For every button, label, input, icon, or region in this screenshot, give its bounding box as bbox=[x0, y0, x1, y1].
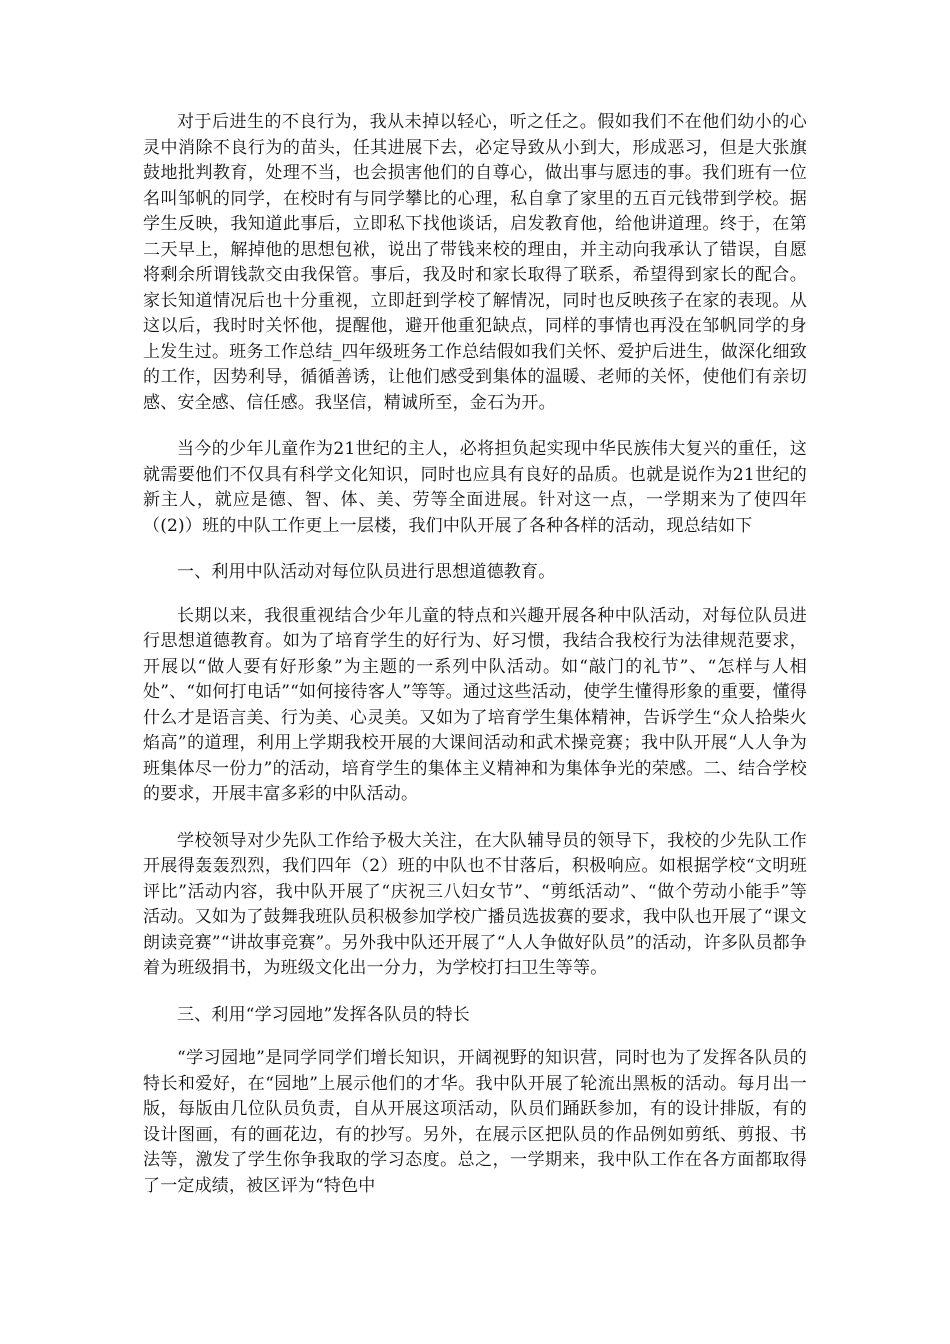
section-heading-moral-education: 一、利用中队活动对每位队员进行思想道德教育。 bbox=[177, 562, 556, 582]
paragraph-squad-activities: 长期以来，我很重视结合少年儿童的特点和兴趣开展各种中队活动，对每位队员进行思想道德教育。如为了培育学生的好行为、好习惯，我结合我校行为法律规范要求，开展以“做人要有好形象”为主题的一系列中队活动。如“敲门的礼节”、“怎样与人相处”、“如何打电话”“如何接待客人”等等。通过这些活动，使学生懂得形象的重要，懂得什么才是语言美、行为美、心灵美。又如为了培育学生集体精神，告诉学生“众人拾柴火焰高”的道理，利用上学期我校开展的大课间活动和武术操竞赛；我中队开展“人人争为班集体尽一份力”的活动，培育学生的集体主义精神和为集体争光的荣感。二、结合学校的要求，开展丰富多彩的中队活动。 bbox=[143, 605, 807, 804]
document-body bbox=[143, 110, 807, 1220]
paragraph-learning-garden: “学习园地”是同学同学们增长知识，开阔视野的知识营，同时也为了发挥各队员的特长和爱好，在“园地”上展示他们的才华。我中队开展了轮流出黑板的活动。每月出一版，每版由几位队员负责，自从开展这项活动，队员们踊跃参加，有的设计排版，有的设计图画，有的画花边，有的抄写。另外，在展示区把队员的作品例如剪纸、剪报、书法等，激发了学生你争我取的学习态度。总之，一学期来，我中队工作在各方面都取得了一定成绩，被区评为“特色中 bbox=[143, 1048, 807, 1196]
paragraph-backward-students: 对于后进生的不良行为，我从未掉以轻心，听之任之。假如我们不在他们幼小的心灵中消除不良行为的苗头，任其进展下去，必定导致从小到大，形成恶习，但是大张旗鼓地批判教育，处理不当，也会损害他们的自尊心，做出事与愿违的事。我们班有一位名叫邹帆的同学，在校时有与同学攀比的心理，私自拿了家里的五百元钱带到学校。据学生反映，我知道此事后，立即私下找他谈话，启发教育他，给他讲道理。终于，在第二天早上，解掉他的思想包袱，说出了带钱来校的理由，并主动向我承认了错误，自愿将剩余所谓钱款交由我保管。事后，我及时和家长取得了联系，希望得到家长的配合。家长知道情况后也十分重视，立即赶到学校了解情况，同时也反映孩子在家的表现。从这以后，我时时关怀他，提醒他，避开他重犯缺点，同样的事情也再没在邹帆同学的身上发生过。班务工作总结_四年级班务工作总结假如我们关怀、爱护后进生，做深化细致的工作，因势利导，循循善诱，让他们感受到集体的温暖、老师的关怀，使他们有亲切感、安全感、信任感。我坚信，精诚所至，金石为开。 bbox=[143, 112, 807, 413]
paragraph-introduction: 当今的少年儿童作为21世纪的主人，必将担负起实现中华民族伟大复兴的重任，这就需要他们不仅具有科学文化知识，同时也应具有良好的品质。也就是说作为21世纪的新主人，就应是德、智、体、美、劳等全面进展。针对这一点，一学期来为了使四年（(2)）班的中队工作更上一层楼，我们中队开展了各种各样的活动，现总结如下 bbox=[143, 439, 807, 536]
paragraph-school-requirements: 学校领导对少先队工作给予极大关注，在大队辅导员的领导下，我校的少先队工作开展得轰轰烈烈，我们四年（2）班的中队也不甘落后，积极响应。如根据学校“文明班评比”活动内容，我中队开展了“庆祝三八妇女节”、“剪纸活动”、“做个劳动小能手”等活动。又如为了鼓舞我班队员积极参加学校广播员选拔赛的要求，我中队也开展了“课文朗读竞赛”“讲故事竞赛”。另外我中队还开展了“人人争做好队员”的活动，许多队员都争着为班级捐书，为班级文化出一分力，为学校打扫卫生等等。 bbox=[143, 830, 807, 978]
section-heading-learning-garden: 三、利用“学习园地”发挥各队员的特长 bbox=[177, 1004, 470, 1025]
